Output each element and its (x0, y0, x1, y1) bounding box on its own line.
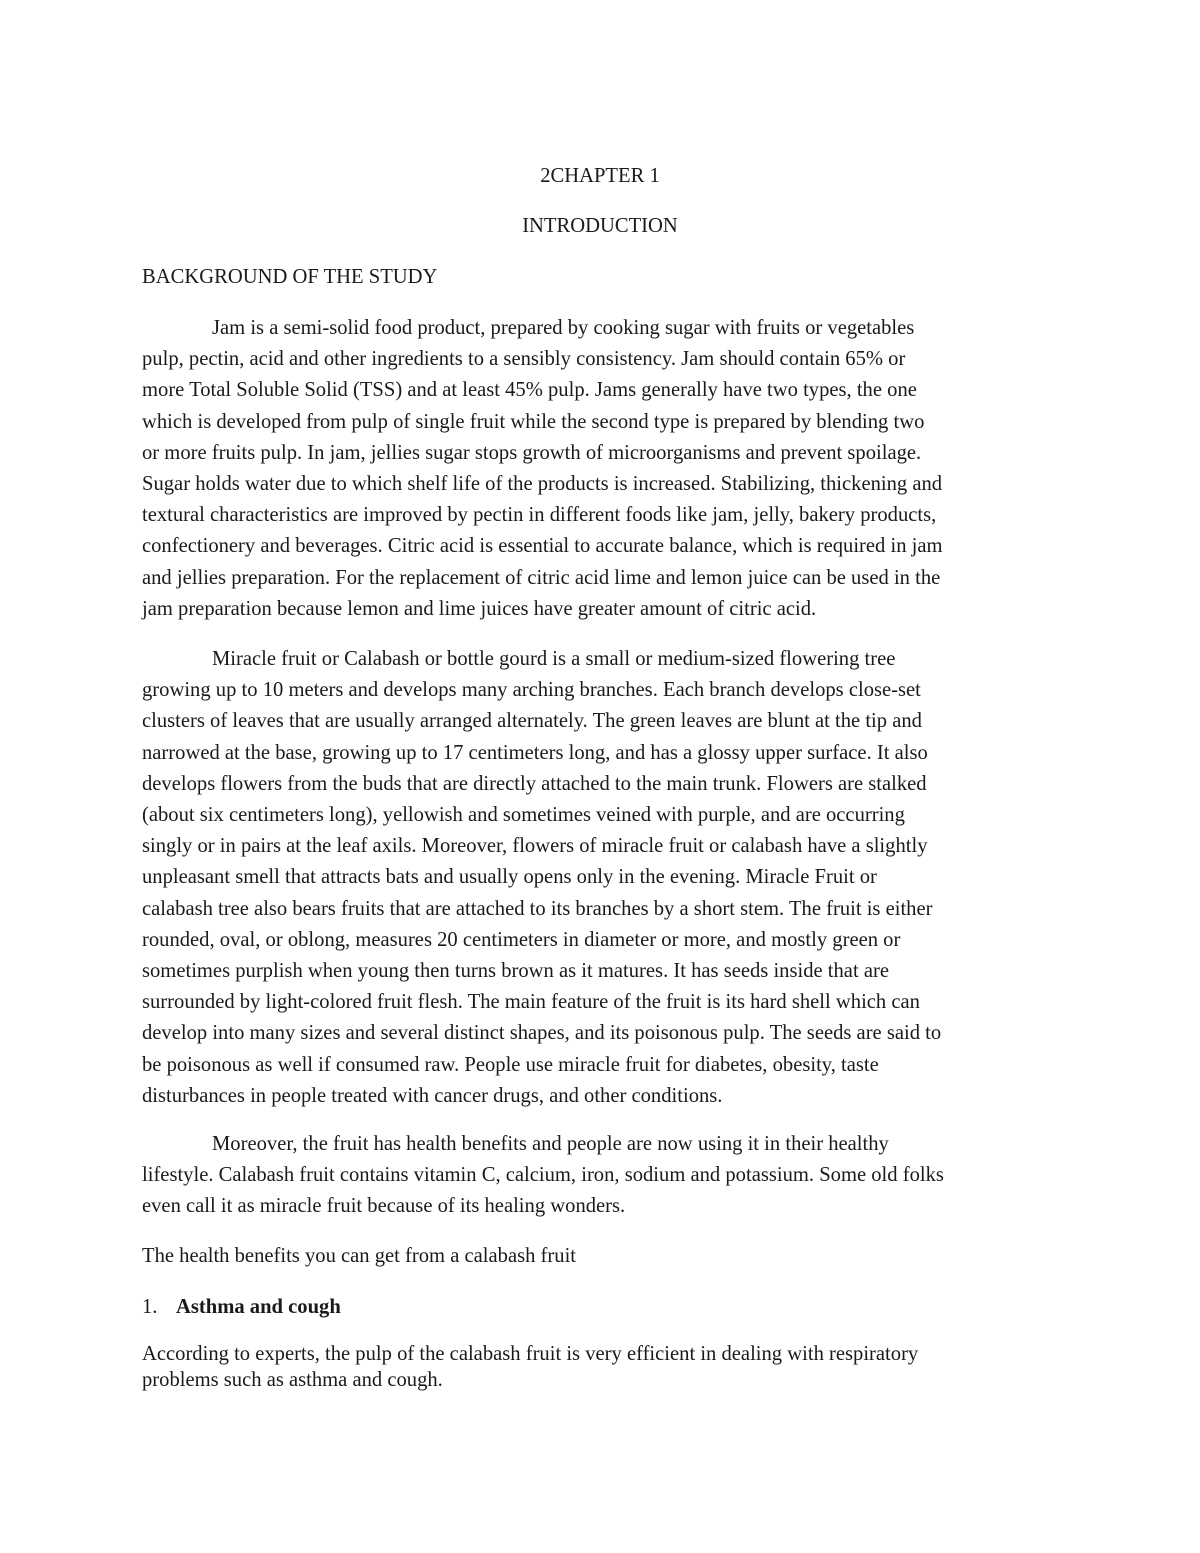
paragraph-line: confectionery and beverages. Citric acid is essential to accurate balance, which is required in jam (142, 535, 943, 558)
paragraph-3 (142, 1129, 1062, 1223)
paragraph-line: rounded, oval, or oblong, measures 20 centimeters in diameter or more, and mostly green or (142, 928, 901, 951)
paragraph-line: pulp, pectin, acid and other ingredients to a sensibly consistency. Jam should contain 65% or (142, 348, 906, 371)
paragraph-line: develop into many sizes and several distinct shapes, and its poisonous pulp. The seeds are said to (142, 1022, 942, 1045)
paragraph-line: textural characteristics are improved by pectin in different foods like jam, jelly, bakery products, (142, 504, 937, 527)
paragraph-line: According to experts, the pulp of the calabash fruit is very efficient in dealing with respiratory (142, 1343, 919, 1365)
paragraph-line: develops flowers from the buds that are directly attached to the main trunk. Flowers are stalked (142, 772, 927, 795)
paragraph-line: Miracle fruit or Calabash or bottle gourd is a small or medium-sized flowering tree (212, 648, 896, 670)
paragraph-line: Sugar holds water due to which shelf life of the products is increased. Stabilizing, thickening and (142, 473, 943, 496)
paragraph-line: clusters of leaves that are usually arranged alternately. The green leaves are blunt at the tip and (142, 710, 922, 733)
paragraph-2 (142, 644, 1062, 1112)
paragraph-line: be poisonous as well if consumed raw. People use miracle fruit for diabetes, obesity, taste (142, 1053, 879, 1076)
list-number: 1. (142, 1296, 158, 1318)
paragraph-line: growing up to 10 meters and develops many arching branches. Each branch develops close-set (142, 679, 921, 702)
paragraph-line: which is developed from pulp of single fruit while the second type is prepared by blending two (142, 410, 925, 433)
paragraph-line: Moreover, the fruit has health benefits and people are now using it in their healthy (212, 1133, 889, 1155)
paragraph-line: or more fruits pulp. In jam, jellies sugar stops growth of microorganisms and prevent spoilage. (142, 441, 922, 464)
paragraph-line: lifestyle. Calabash fruit contains vitamin C, calcium, iron, sodium and potassium. Some old folks (142, 1164, 944, 1187)
list-heading: Asthma and cough (176, 1296, 341, 1318)
paragraph-line: even call it as miracle fruit because of its healing wonders. (142, 1195, 626, 1218)
paragraph-line: sometimes purplish when young then turns brown as it matures. It has seeds inside that are (142, 960, 889, 983)
paragraph-line: problems such as asthma and cough. (142, 1369, 443, 1391)
paragraph-line: disturbances in people treated with cancer drugs, and other conditions. (142, 1084, 723, 1107)
paragraph-line: unpleasant smell that attracts bats and usually opens only in the evening. Miracle Fruit or (142, 866, 877, 889)
paragraph-line: Jam is a semi-solid food product, prepared by cooking sugar with fruits or vegetables (212, 317, 915, 339)
page-title: INTRODUCTION (522, 215, 678, 237)
chapter-label: 2CHAPTER 1 (540, 165, 660, 187)
paragraph-line: calabash tree also bears fruits that are attached to its branches by a short stem. The fruit is either (142, 897, 933, 920)
paragraph-line: narrowed at the base, growing up to 17 centimeters long, and has a glossy upper surface. It also (142, 741, 928, 764)
paragraph-line: singly or in pairs at the leaf axils. Moreover, flowers of miracle fruit or calabash have a slightly (142, 835, 928, 858)
paragraph-4 (142, 1341, 1062, 1393)
paragraph-line: (about six centimeters long), yellowish and sometimes veined with purple, and are occurring (142, 804, 905, 827)
list-item (142, 1294, 341, 1320)
paragraph-line: more Total Soluble Solid (TSS) and at least 45% pulp. Jams generally have two types, the one (142, 379, 917, 402)
benefits-intro: The health benefits you can get from a calabash fruit (142, 1245, 577, 1267)
paragraph-line: jam preparation because lemon and lime juices have greater amount of citric acid. (142, 597, 817, 620)
paragraph-line: surrounded by light-colored fruit flesh. The main feature of the fruit is its hard shell which can (142, 991, 920, 1014)
section-heading: BACKGROUND OF THE STUDY (142, 266, 438, 288)
paragraph-line: and jellies preparation. For the replacement of citric acid lime and lemon juice can be used in the (142, 566, 941, 589)
paragraph-1 (142, 313, 1062, 625)
